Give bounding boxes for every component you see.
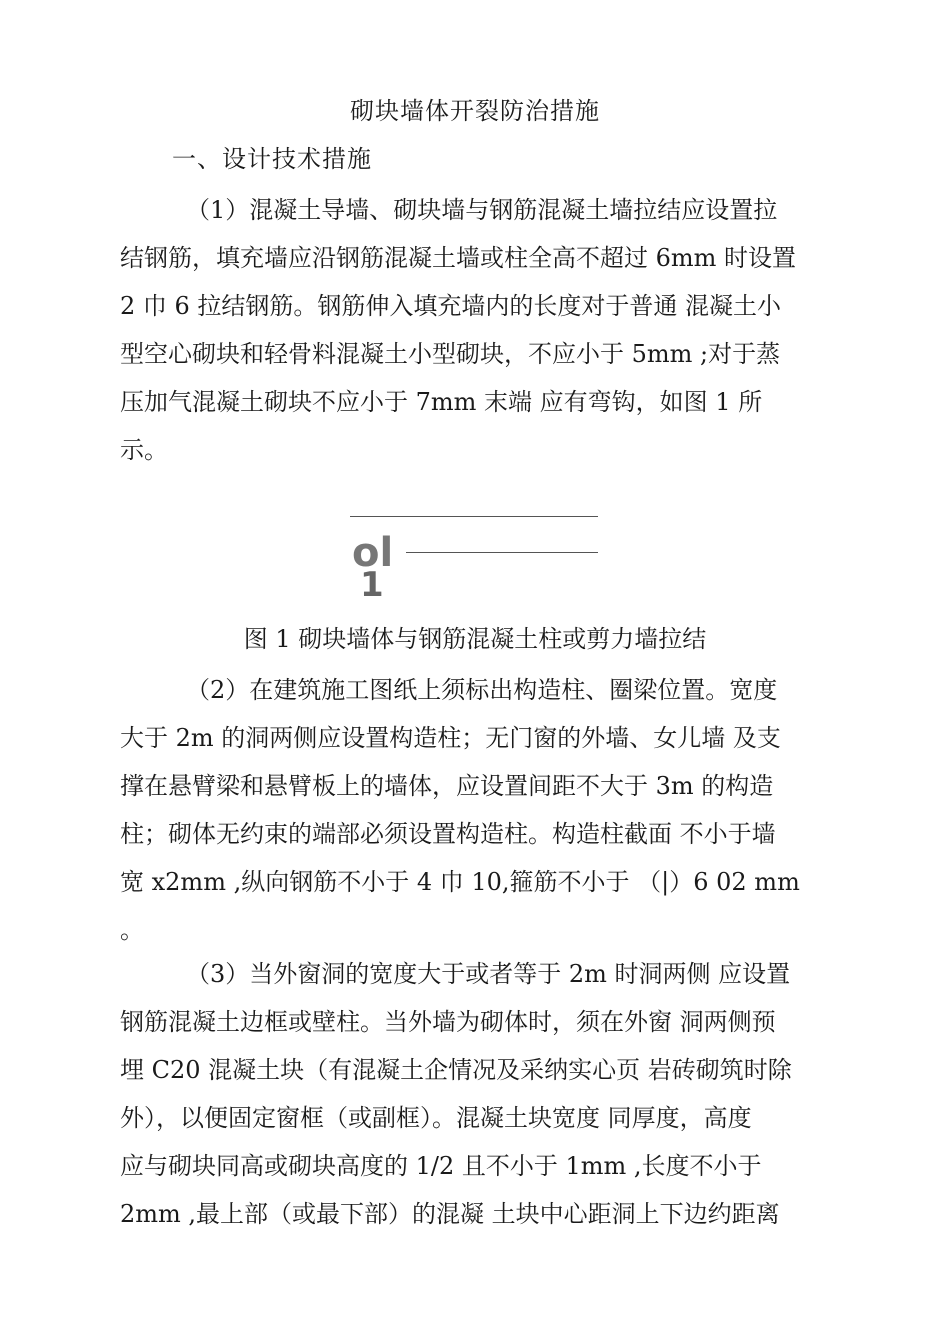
paragraph-line: 埋 C20 混凝土块（有混凝土企情况及采纳实心页 岩砖砌筑时除 <box>120 1056 792 1084</box>
paragraph-line: 。 <box>120 916 144 944</box>
figure-rule-middle <box>406 552 598 553</box>
paragraph-line: 应与砌块同高或砌块高度的 1/2 且不小于 1mm ,长度不小于 <box>120 1152 762 1180</box>
paragraph-line: 2 巾 6 拉结钢筋。钢筋伸入填充墙内的长度对于普通 混凝土小 <box>120 292 782 320</box>
paragraph-line: 压加气混凝土砌块不应小于 7mm 末端 应有弯钩，如图 1 所 <box>120 388 763 416</box>
figure-rule-top <box>350 516 598 517</box>
paragraph-line: 大于 2m 的洞两侧应设置构造柱；无门窗的外墙、女儿墙 及支 <box>120 724 781 752</box>
paragraph-3 <box>120 950 840 1238</box>
paragraph-line: （2）在建筑施工图纸上须标出构造柱、圈梁位置。宽度 <box>186 676 778 704</box>
paragraph-1 <box>120 186 840 474</box>
figure-mark-bottom: 1 <box>360 565 384 605</box>
figure-mark-top: ol <box>352 530 394 576</box>
document-title: 砌块墙体开裂防治措施 <box>350 97 600 125</box>
paragraph-line: 外），以便固定窗框（或副框）。混凝土块宽度 同厚度，高度 <box>120 1104 752 1132</box>
paragraph-line: 示。 <box>120 436 168 464</box>
paragraph-line: 2mm ,最上部（或最下部）的混凝 土块中心距洞上下边约距离 <box>120 1200 780 1228</box>
paragraph-line: 型空心砌块和轻骨料混凝土小型砌块，不应小于 5mm ;对于蒸 <box>120 340 781 368</box>
paragraph-line: 宽 x2mm ,纵向钢筋不小于 4 巾 10,箍筋不小于 （|）6 02 mm <box>120 868 800 896</box>
paragraph-2 <box>120 666 840 954</box>
paragraph-line: 钢筋混凝土边框或壁柱。当外墙为砌体时，须在外窗 洞两侧预 <box>120 1008 776 1036</box>
figure-1 <box>350 508 600 608</box>
paragraph-line: （1）混凝土导墙、砌块墙与钢筋混凝土墙拉结应设置拉 <box>186 196 778 224</box>
paragraph-line: 结钢筋，填充墙应沿钢筋混凝土墙或柱全高不超过 6mm 时设置 <box>120 244 797 272</box>
paragraph-line: 撑在悬臂梁和悬臂板上的墙体，应设置间距不大于 3m 的构造 <box>120 772 774 800</box>
paragraph-line: （3）当外窗洞的宽度大于或者等于 2m 时洞两侧 应设置 <box>186 960 791 988</box>
figure-caption: 图 1 砌块墙体与钢筋混凝土柱或剪力墙拉结 <box>243 625 707 653</box>
section-heading: 一、设计技术措施 <box>172 145 372 173</box>
paragraph-line: 柱；砌体无约束的端部必须设置构造柱。构造柱截面 不小于墙 <box>120 820 776 848</box>
